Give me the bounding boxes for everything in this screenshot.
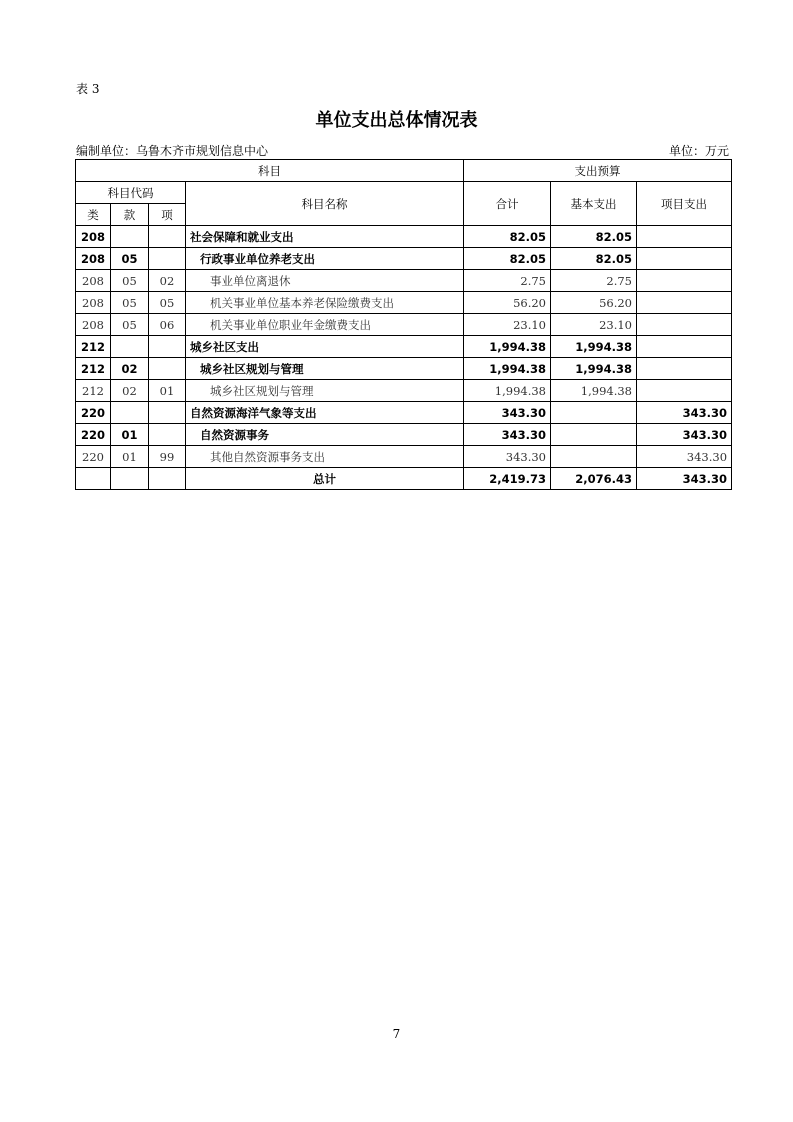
table-row bbox=[76, 402, 732, 424]
basic-cell: 82.05 bbox=[551, 248, 637, 270]
table-row bbox=[76, 292, 732, 314]
summary-row bbox=[76, 468, 732, 490]
code-xiang-cell: 02 bbox=[149, 270, 186, 292]
code-xiang-cell bbox=[149, 248, 186, 270]
total-cell: 23.10 bbox=[464, 314, 551, 336]
code-lei-cell: 208 bbox=[76, 314, 111, 336]
code-xiang-cell: 99 bbox=[149, 446, 186, 468]
basic-cell: 56.20 bbox=[551, 292, 637, 314]
summary-basic: 2,076.43 bbox=[551, 468, 637, 490]
table-row bbox=[76, 446, 732, 468]
code-lei-cell: 212 bbox=[76, 336, 111, 358]
expenditure-table bbox=[75, 159, 732, 490]
code-lei-cell: 220 bbox=[76, 446, 111, 468]
code-kuan-cell bbox=[111, 336, 149, 358]
subject-name-cell: 城乡社区规划与管理 bbox=[186, 358, 464, 380]
basic-cell: 1,994.38 bbox=[551, 336, 637, 358]
subject-name-cell: 机关事业单位职业年金缴费支出 bbox=[186, 314, 464, 336]
header-budget: 支出预算 bbox=[464, 160, 732, 182]
project-cell bbox=[637, 270, 732, 292]
project-cell: 343.30 bbox=[637, 424, 732, 446]
currency-unit: 单位：万元 bbox=[668, 144, 729, 158]
subject-name-cell: 事业单位离退休 bbox=[186, 270, 464, 292]
summary-total: 2,419.73 bbox=[464, 468, 551, 490]
code-kuan-cell bbox=[111, 402, 149, 424]
total-cell: 343.30 bbox=[464, 424, 551, 446]
subject-name-cell: 城乡社区规划与管理 bbox=[186, 380, 464, 402]
code-xiang-cell bbox=[149, 336, 186, 358]
subject-name-cell: 城乡社区支出 bbox=[186, 336, 464, 358]
header-lei: 类 bbox=[76, 204, 111, 226]
code-kuan-cell: 01 bbox=[111, 446, 149, 468]
summary-xiang bbox=[149, 468, 186, 490]
code-kuan-cell: 05 bbox=[111, 270, 149, 292]
code-kuan-cell: 05 bbox=[111, 292, 149, 314]
header-project: 项目支出 bbox=[637, 182, 732, 226]
basic-cell: 1,994.38 bbox=[551, 358, 637, 380]
code-kuan-cell: 05 bbox=[111, 314, 149, 336]
basic-cell bbox=[551, 424, 637, 446]
project-cell bbox=[637, 380, 732, 402]
basic-cell bbox=[551, 402, 637, 424]
project-cell bbox=[637, 226, 732, 248]
table-row bbox=[76, 358, 732, 380]
code-lei-cell: 208 bbox=[76, 226, 111, 248]
header-kuan: 款 bbox=[111, 204, 149, 226]
code-lei-cell: 212 bbox=[76, 380, 111, 402]
code-xiang-cell: 01 bbox=[149, 380, 186, 402]
code-xiang-cell bbox=[149, 424, 186, 446]
header-name: 科目名称 bbox=[186, 182, 464, 226]
project-cell bbox=[637, 292, 732, 314]
project-cell: 343.30 bbox=[637, 446, 732, 468]
subject-name-cell: 行政事业单位养老支出 bbox=[186, 248, 464, 270]
page-title: 单位支出总体情况表 bbox=[315, 110, 478, 131]
total-cell: 2.75 bbox=[464, 270, 551, 292]
code-xiang-cell: 06 bbox=[149, 314, 186, 336]
total-cell: 1,994.38 bbox=[464, 336, 551, 358]
project-cell bbox=[637, 314, 732, 336]
total-cell: 1,994.38 bbox=[464, 358, 551, 380]
project-cell bbox=[637, 248, 732, 270]
code-kuan-cell: 02 bbox=[111, 380, 149, 402]
table-row bbox=[76, 336, 732, 358]
summary-label: 总计 bbox=[186, 468, 464, 490]
code-xiang-cell bbox=[149, 358, 186, 380]
summary-kuan bbox=[111, 468, 149, 490]
basic-cell: 1,994.38 bbox=[551, 380, 637, 402]
code-kuan-cell: 01 bbox=[111, 424, 149, 446]
table-row bbox=[76, 248, 732, 270]
table-row bbox=[76, 314, 732, 336]
basic-cell: 23.10 bbox=[551, 314, 637, 336]
table-body bbox=[76, 226, 732, 468]
subject-name-cell: 自然资源海洋气象等支出 bbox=[186, 402, 464, 424]
table-label: 表 3 bbox=[76, 82, 100, 96]
table-row bbox=[76, 226, 732, 248]
table-row bbox=[76, 270, 732, 292]
code-kuan-cell bbox=[111, 226, 149, 248]
header-code: 科目代码 bbox=[76, 182, 186, 204]
table-row bbox=[76, 424, 732, 446]
total-cell: 56.20 bbox=[464, 292, 551, 314]
project-cell bbox=[637, 358, 732, 380]
code-lei-cell: 212 bbox=[76, 358, 111, 380]
summary-project: 343.30 bbox=[637, 468, 732, 490]
summary-lei bbox=[76, 468, 111, 490]
code-xiang-cell bbox=[149, 402, 186, 424]
basic-cell: 2.75 bbox=[551, 270, 637, 292]
code-lei-cell: 208 bbox=[76, 248, 111, 270]
subject-name-cell: 其他自然资源事务支出 bbox=[186, 446, 464, 468]
basic-cell bbox=[551, 446, 637, 468]
total-cell: 82.05 bbox=[464, 226, 551, 248]
total-cell: 82.05 bbox=[464, 248, 551, 270]
table-row bbox=[76, 380, 732, 402]
compiling-unit: 编制单位：乌鲁木齐市规划信息中心 bbox=[76, 144, 269, 158]
total-cell: 343.30 bbox=[464, 446, 551, 468]
code-lei-cell: 208 bbox=[76, 270, 111, 292]
subject-name-cell: 机关事业单位基本养老保险缴费支出 bbox=[186, 292, 464, 314]
code-lei-cell: 220 bbox=[76, 424, 111, 446]
code-xiang-cell bbox=[149, 226, 186, 248]
header-basic: 基本支出 bbox=[551, 182, 637, 226]
total-cell: 1,994.38 bbox=[464, 380, 551, 402]
project-cell: 343.30 bbox=[637, 402, 732, 424]
code-xiang-cell: 05 bbox=[149, 292, 186, 314]
code-kuan-cell: 05 bbox=[111, 248, 149, 270]
code-lei-cell: 208 bbox=[76, 292, 111, 314]
header-total: 合计 bbox=[464, 182, 551, 226]
basic-cell: 82.05 bbox=[551, 226, 637, 248]
code-kuan-cell: 02 bbox=[111, 358, 149, 380]
project-cell bbox=[637, 336, 732, 358]
page-number: 7 bbox=[392, 1027, 401, 1041]
code-lei-cell: 220 bbox=[76, 402, 111, 424]
subject-name-cell: 自然资源事务 bbox=[186, 424, 464, 446]
total-cell: 343.30 bbox=[464, 402, 551, 424]
header-xiang: 项 bbox=[149, 204, 186, 226]
subject-name-cell: 社会保障和就业支出 bbox=[186, 226, 464, 248]
header-subject: 科目 bbox=[76, 160, 464, 182]
